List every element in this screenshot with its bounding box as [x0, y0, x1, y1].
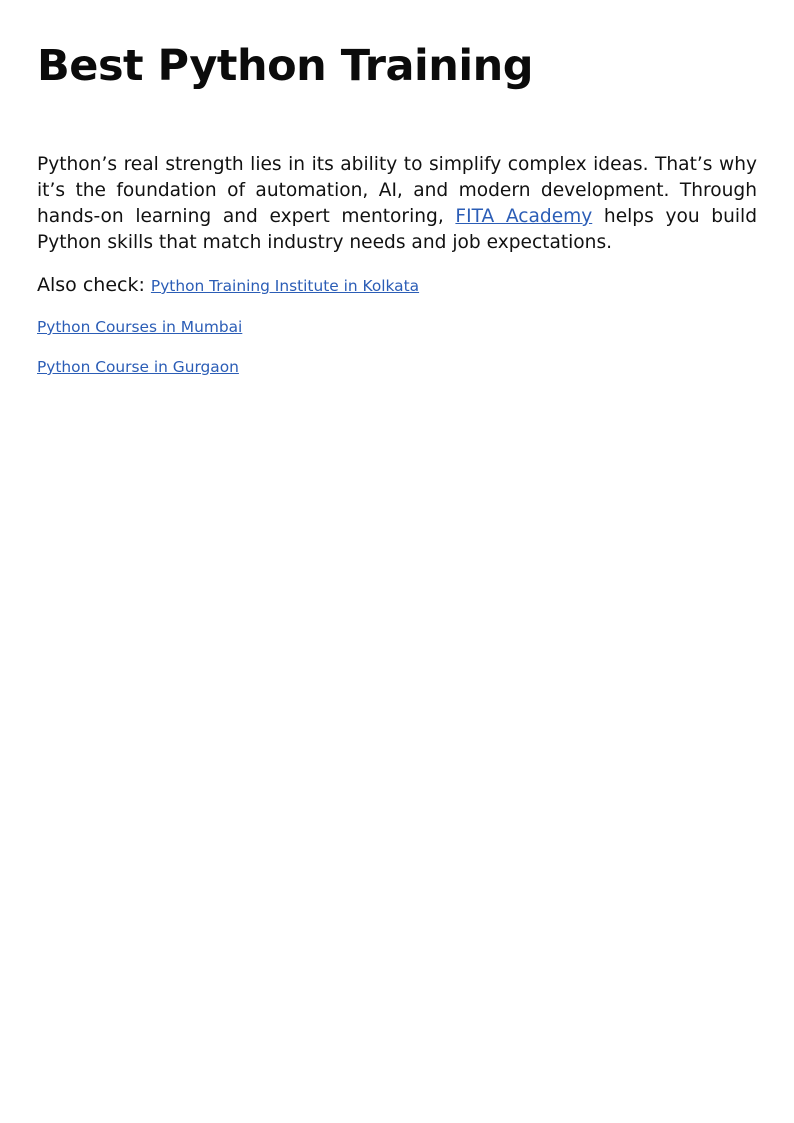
related-link-line: [37, 316, 242, 338]
kolkata-training-link[interactable]: Python Training Institute in Kolkata: [150, 277, 420, 295]
gurgaon-course-link[interactable]: Python Course in Gurgaon: [37, 358, 239, 376]
also-check-label: Also check:: [37, 274, 151, 296]
intro-paragraph: [37, 152, 757, 256]
intro-text-after-link: helps you build Python skills that match industry needs and job expectations.: [37, 206, 757, 253]
also-check-line: [37, 272, 419, 299]
intro-text-before-link: Python’s real strength lies in its ability to simplify complex ideas. That’s why it’s the foundation of automation, AI, and modern development. Through hands-on learning and expert mentoring,: [37, 154, 757, 227]
mumbai-courses-link[interactable]: Python Courses in Mumbai: [37, 318, 243, 336]
related-link-line: [37, 356, 239, 378]
page-title: Best Python Training: [37, 41, 534, 91]
fita-academy-link[interactable]: FITA Academy: [455, 206, 593, 227]
